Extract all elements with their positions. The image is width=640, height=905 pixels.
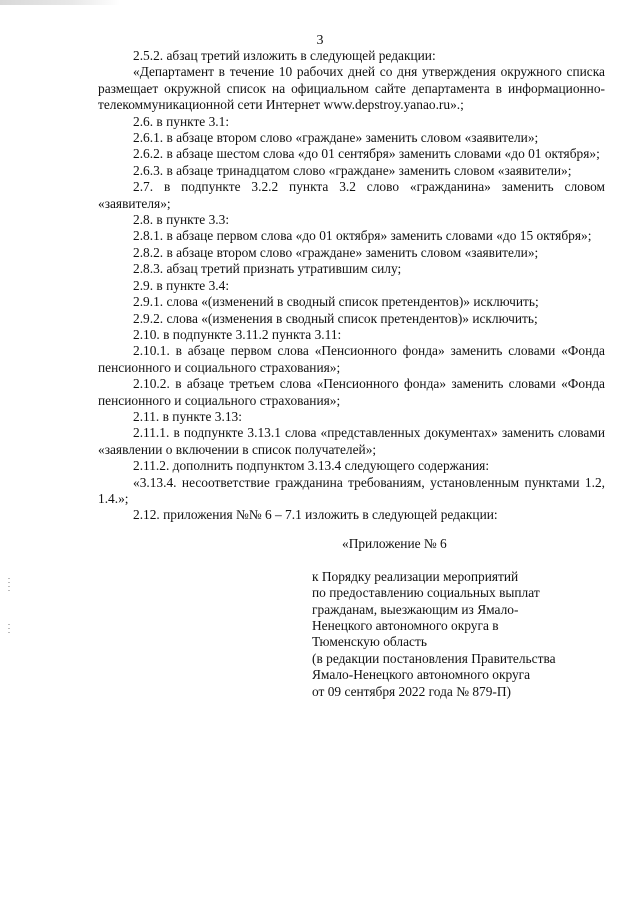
paragraph: 2.7. в подпункте 3.2.2 пункта 3.2 слово «гражданина» заменить словом «заявителя»; (98, 179, 605, 211)
paragraph: «3.13.4. несоответствие гражданина требованиям, установленным пунктами 1.2, 1.4.»; (98, 474, 605, 506)
appendix-caption-line: от 09 сентября 2022 года № 879-П) (312, 683, 512, 699)
scan-margin-artifact (8, 624, 10, 636)
paragraph: 2.9.1. слова «(изменений в сводный список претендентов)» исключить; (133, 294, 539, 310)
paragraph: 2.10.2. в абзаце третьем слова «Пенсионного фонда» заменить словами «Фонда пенсионного и социального страхования»; (98, 376, 605, 408)
paragraph: 2.8. в пункте 3.3: (133, 212, 230, 228)
scan-edge-mark (0, 0, 120, 5)
paragraph: 2.5.2. абзац третий изложить в следующей редакции: (133, 48, 436, 63)
paragraph: 2.11.2. дополнить подпунктом 3.13.4 следующего содержания: (133, 458, 490, 474)
page-number: 3 (316, 33, 324, 48)
scan-margin-artifact (8, 578, 10, 594)
paragraph: 2.8.2. в абзаце втором слово «граждане» заменить словом «заявители»; (133, 244, 539, 260)
paragraph: 2.6.2. в абзаце шестом слова «до 01 сентября» заменить словами «до 01 октября»; (133, 146, 600, 162)
paragraph: 2.8.3. абзац третий признать утратившим силу; (133, 261, 402, 277)
appendix-caption-line: Ненецкого автономного округа в (312, 618, 499, 634)
appendix-title: «Приложение № 6 (342, 536, 447, 551)
appendix-caption-line: Ямало-Ненецкого автономного округа (312, 667, 531, 683)
appendix-caption-line: (в редакции постановления Правительства (312, 650, 556, 666)
paragraph: 2.6.3. в абзаце тринадцатом слово «граждане» заменить словом «заявители»; (133, 162, 572, 178)
paragraph: 2.11. в пункте 3.13: (133, 408, 242, 424)
appendix-caption-line: гражданам, выезжающим из Ямало- (312, 601, 519, 617)
paragraph: 2.9.2. слова «(изменения в сводный список претендентов)» исключить; (133, 310, 538, 326)
paragraph: 2.10. в подпункте 3.11.2 пункта 3.11: (133, 326, 342, 342)
paragraph: 2.6. в пункте 3.1: (133, 113, 230, 129)
paragraph: 2.8.1. в абзаце первом слова «до 01 октября» заменить словами «до 15 октября»; (133, 228, 592, 244)
document-body (98, 48, 605, 524)
appendix-caption-line: по предоставлению социальных выплат (312, 585, 540, 601)
paragraph: 2.9. в пункте 3.4: (133, 277, 230, 293)
paragraph: 2.10.1. в абзаце первом слова «Пенсионного фонда» заменить словами «Фонда пенсионного и социального страхования»; (98, 343, 605, 375)
paragraph: 2.11.1. в подпункте 3.13.1 слова «представленных документах» заменить словами «заявлении о включении в список получателей»; (98, 425, 605, 457)
appendix-caption (312, 536, 622, 700)
appendix-caption-line: к Порядку реализации мероприятий (312, 568, 519, 584)
paragraph: 2.12. приложения №№ 6 – 7.1 изложить в следующей редакции: (133, 507, 498, 523)
paragraph: «Департамент в течение 10 рабочих дней со дня утверждения окружного списка размещает окружной список на официальном сайте департамента в информационно-телекоммуникационной сети Интернет www.depstroy.yanao.ru».; (98, 64, 605, 113)
paragraph: 2.6.1. в абзаце втором слово «граждане» заменить словом «заявители»; (133, 130, 539, 146)
appendix-caption-line: Тюменскую область (312, 634, 427, 650)
appendix-lines (312, 569, 622, 700)
